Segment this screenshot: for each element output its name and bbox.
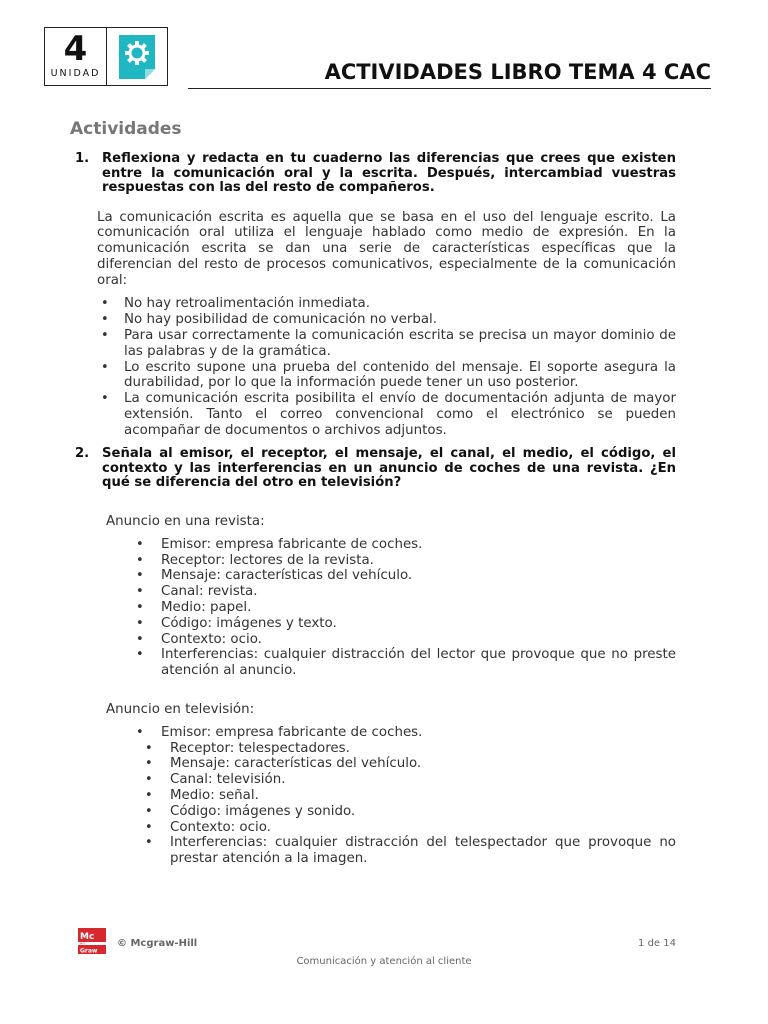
list-item: • Para usar correctamente la comunicación escrita se precisa un mayor dominio de las palabras y de la gramática. xyxy=(101,328,676,359)
unit-number-cell xyxy=(45,28,107,85)
list-item: • Contexto: ocio. xyxy=(136,631,262,647)
footer-subject: Comunicación y atención al cliente xyxy=(296,956,472,967)
unit-number: 4 xyxy=(63,29,88,69)
question-2 xyxy=(70,447,676,491)
revista-block xyxy=(70,514,676,679)
svg-text:Hill: Hill xyxy=(80,941,85,946)
question-number: 1. xyxy=(75,151,90,166)
question-2-prompt xyxy=(70,447,676,491)
list-item: • Código: imágenes y texto. xyxy=(136,615,337,631)
list-item: • No hay retroalimentación inmediata. xyxy=(101,296,370,312)
list-item: • Canal: revista. xyxy=(136,584,258,600)
list-item: • Receptor: telespectadores. xyxy=(145,740,350,756)
list-item: • Contexto: ocio. xyxy=(145,819,271,835)
list-item: • Código: imágenes y sonido. xyxy=(145,803,356,819)
list-item: • Mensaje: características del vehículo. xyxy=(136,568,413,584)
answer-bullets xyxy=(101,296,676,438)
tv-block xyxy=(70,702,676,867)
list-item: • Interferencias: cualquier distracción del telespectador que provoque no prestar atención a la imagen. xyxy=(145,835,676,867)
question-1 xyxy=(70,152,676,439)
tv-heading: Anuncio en televisión: xyxy=(106,702,255,717)
footer-copyright: © Mcgraw-Hill xyxy=(117,938,198,949)
list-item: • Emisor: empresa fabricante de coches. xyxy=(136,536,423,552)
mcgraw-hill-logo xyxy=(78,928,106,954)
page-number: 1 de 14 xyxy=(638,938,676,949)
revista-heading: Anuncio en una revista: xyxy=(106,514,265,529)
svg-text:Graw: Graw xyxy=(80,947,98,954)
revista-bullets xyxy=(136,536,676,679)
list-item: • Receptor: lectores de la revista. xyxy=(136,552,374,568)
list-item: • La comunicación escrita posibilita el envío de documentación adjunta de mayor extensión. Tanto el correo convencional como el electrónico se pueden acompañar de documentos o archivos adjuntos. xyxy=(101,391,676,438)
list-item: • No hay posibilidad de comunicación no verbal. xyxy=(101,312,438,328)
list-item: • Canal: televisión. xyxy=(145,772,286,788)
unit-badge xyxy=(44,27,168,86)
list-item: • Medio: papel. xyxy=(136,599,252,615)
question-text: Reflexiona y redacta en tu cuaderno las diferencias que crees que existen entre la comunicación oral y la escrita. Después, intercambiad vuestras respuestas con las del resto de compañeros. xyxy=(102,151,676,195)
list-item: • Medio: señal. xyxy=(145,787,259,803)
question-number: 2. xyxy=(75,446,90,461)
question-text: Señala al emisor, el receptor, el mensaje, el canal, el medio, el código, el contexto y las interferencias en un anuncio de coches de una revista. ¿En qué se diferencia del otro en televisión? xyxy=(102,446,676,490)
gear-document-icon xyxy=(107,28,167,85)
page-title: ACTIVIDADES LIBRO TEMA 4 CAC xyxy=(188,60,711,89)
list-item: • Emisor: empresa fabricante de coches. xyxy=(136,724,423,740)
tv-bullets xyxy=(136,724,676,867)
list-item: • Lo escrito supone una prueba del contenido del mensaje. El soporte asegura la durabilidad, por lo que la información puede tener un uso posterior. xyxy=(101,359,676,391)
list-item: • Mensaje: características del vehículo. xyxy=(145,756,422,772)
answer-intro: La comunicación escrita es aquella que se basa en el uso del lenguaje escrito. La comunicación oral utiliza el lenguaje hablado como medio de expresión. En la comunicación escrita se dan una serie de características específicas que la diferencian del resto de procesos comunicativos, especialmente de la comunicación oral: xyxy=(97,209,676,288)
question-1-prompt xyxy=(70,152,676,196)
list-item: • Interferencias: cualquier distracción del lector que provoque que no preste atención al anuncio. xyxy=(136,647,676,679)
section-heading: Actividades xyxy=(70,119,182,139)
svg-text:Mc: Mc xyxy=(80,932,95,942)
unit-label: UNIDAD xyxy=(50,68,101,79)
